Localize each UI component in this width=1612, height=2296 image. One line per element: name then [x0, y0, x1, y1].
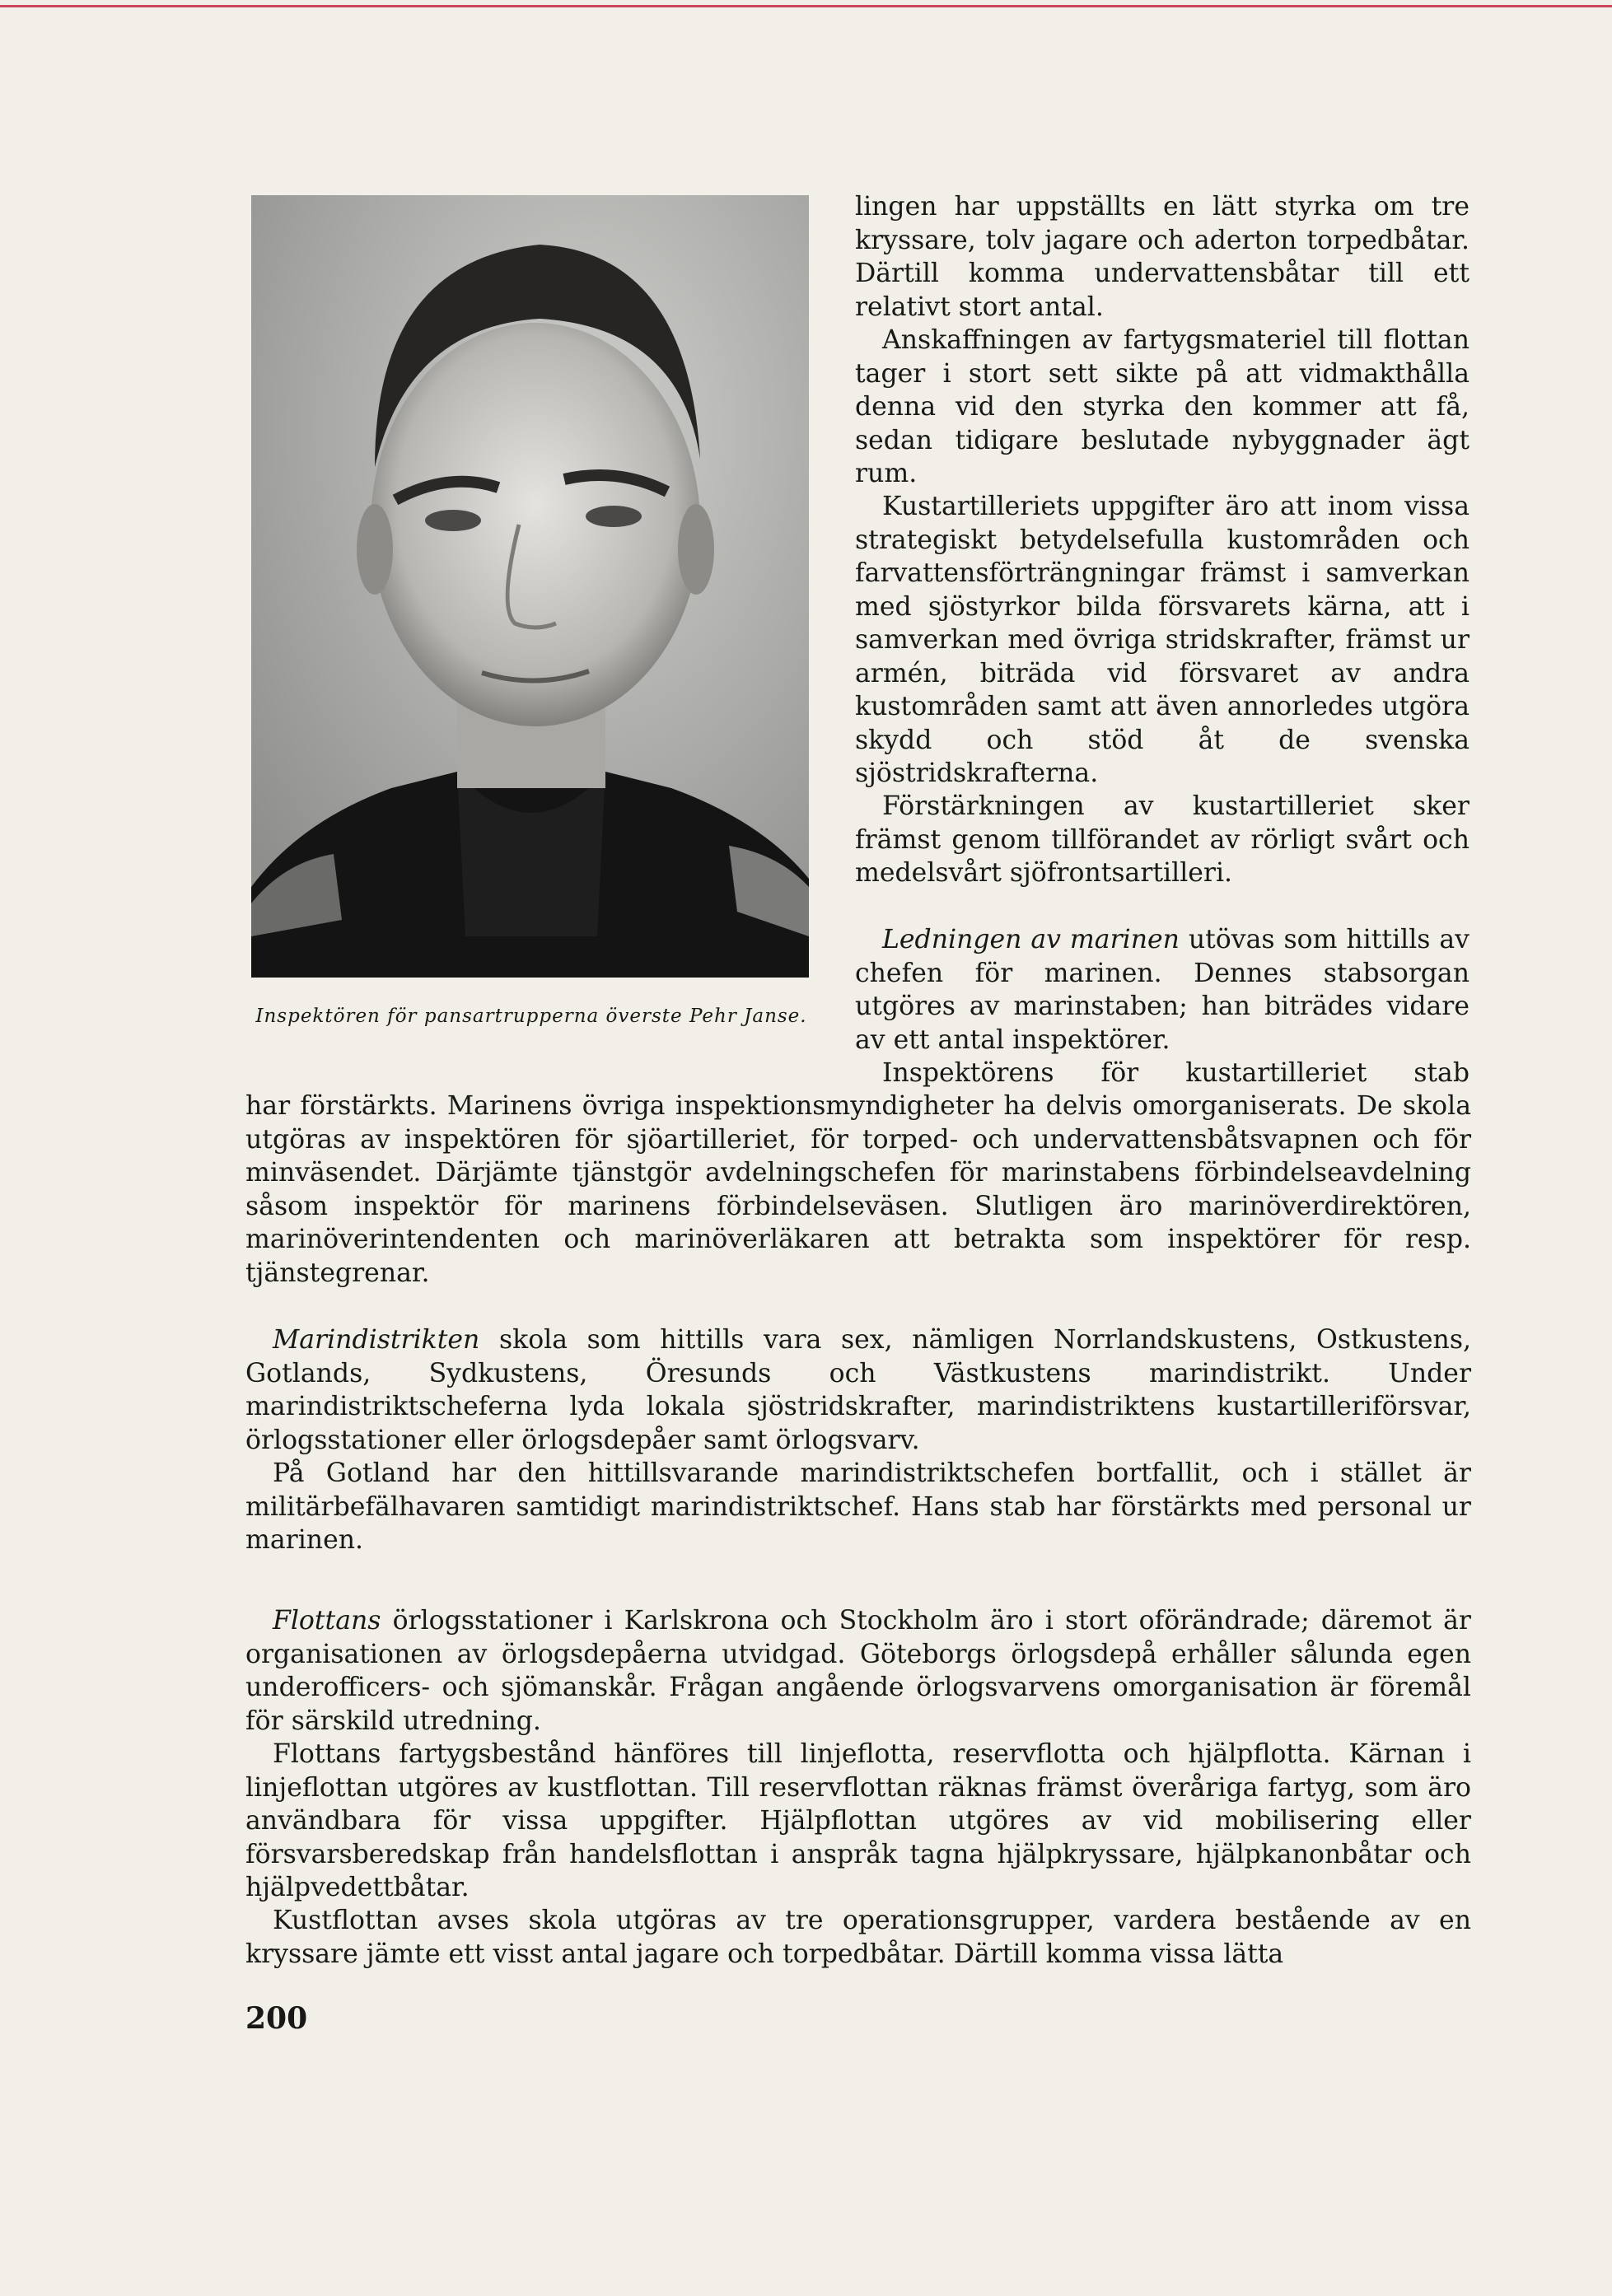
right-col-paragraph-4: Förstärkningen av kustartilleriet sker främst genom tillförandet av rörligt svårt och medelsvårt sjöfrontsartilleri.: [855, 791, 1469, 888]
portrait-photo: [251, 195, 809, 978]
ledningen-text: utövas som hittills av chefen för marinen. Dennes stabsorgan utgöres av marinstaben; han biträdes vidare av ett antal inspektörer.: [855, 925, 1469, 1055]
ledningen-paragraph: [855, 923, 1469, 1057]
portrait-image: [251, 195, 809, 978]
marindistrikten-text: skola som hittills vara sex, nämligen Norrlandskustens, Ostkustens, Gotlands, Sydkustens, Öresunds och Västkustens marindistrikt. Under marindistriktscheferna lyda lokala sjöstridskrafter, marindistriktens kustartilleriförsvar, örlogsstationer eller örlogsdepåer samt örlogsvarv.: [245, 1325, 1471, 1455]
gotland-paragraph: På Gotland har den hittillsvarande marindistriktschefen bortfallit, och i stället är militärbefälhavaren samtidigt marindistriktschef. Hans stab har förstärkts med personal ur marinen.: [245, 1458, 1471, 1555]
right-col-paragraph-2: Anskaffningen av fartygsmateriel till flottan tager i stort sett sikte på att vidmakthålla denna vid den styrka den kommer att få, sedan tidigare beslutade nybyggnader ägt rum.: [855, 325, 1469, 488]
ledningen-term: Ledningen av marinen: [882, 925, 1180, 954]
flottans-text: örlogsstationer i Karlskrona och Stockholm äro i stort oförändrade; däremot är organisationen av örlogsdepåerna utvidgad. Göteborgs örlogsdepå erhåller sålunda egen underofficers- och sjömanskår. Frågan angående örlogsvarvens omorganisation är föremål för särskild utredning.: [245, 1606, 1471, 1736]
kustflottan-paragraph: Kustflottan avses skola utgöras av tre operationsgrupper, vardera bestående av en kryssare jämte ett visst antal jagare och torpedbåtar. Därtill komma vissa lätta: [245, 1906, 1471, 1969]
flottans-paragraph: [245, 1604, 1471, 1738]
right-col-paragraph-3: Kustartilleriets uppgifter äro att inom vissa strategiskt betydelsefulla kustområden och farvattensförträngningar främst i samverkan med sjöstyrkor bilda försvarets kärna, att i samverkan med övriga stridskrafter, främst ur armén, biträda vid försvaret av andra kustområden samt att även annorledes utgöra skydd och stöd åt de svenska sjöstridskrafterna.: [855, 492, 1469, 788]
inspektorens-line: Inspektörens för kustartilleriet stab: [882, 1058, 1469, 1088]
page-number: 200: [245, 2001, 308, 2036]
fartygsbestand-paragraph: Flottans fartygsbestånd hänföres till linjeflotta, reservflotta och hjälpflotta. Kärnan i linjeflottan utgöres av kustflottan. Till reservflottan räknas främst överåriga fartyg, som äro användbara för vissa uppgifter. Hjälpflottan utgöres av vid mobilisering eller försvarsberedskap från handelsflottan i anspråk tagna hjälpkryssare, hjälpkanonbåtar och hjälpvedettbåtar.: [245, 1739, 1471, 1902]
top-rule: [0, 5, 1612, 7]
right-col-paragraph-1: lingen har uppställts en lätt styrka om tre kryssare, tolv jagare och aderton torpedbåtar. Därtill komma undervattensbåtar till ett relativt stort antal.: [855, 192, 1469, 322]
photo-caption: Inspektören för pansartrupperna överste Pehr Janse.: [255, 1006, 807, 1027]
marindistrikten-paragraph: [245, 1323, 1471, 1457]
inspektorens-continuation: har förstärkts. Marinens övriga inspektionsmyndigheter ha delvis omorganiserats. De skola utgöras av inspektören för sjöartilleriet, för torped- och undervattensbåtsvapnen och för minväsendet. Därjämte tjänstgör avdelningschefen för marinstabens förbindelseavdelning såsom inspektör för marinens förbindelseväsen. Slutligen äro marinöverdirektören, marinöverintendenten och marinöverläkaren att betrakta som inspektörer för resp. tjänstegrenar.: [245, 1091, 1471, 1288]
marindistrikten-term: Marindistrikten: [273, 1325, 480, 1355]
flottans-term: Flottans: [273, 1606, 381, 1636]
